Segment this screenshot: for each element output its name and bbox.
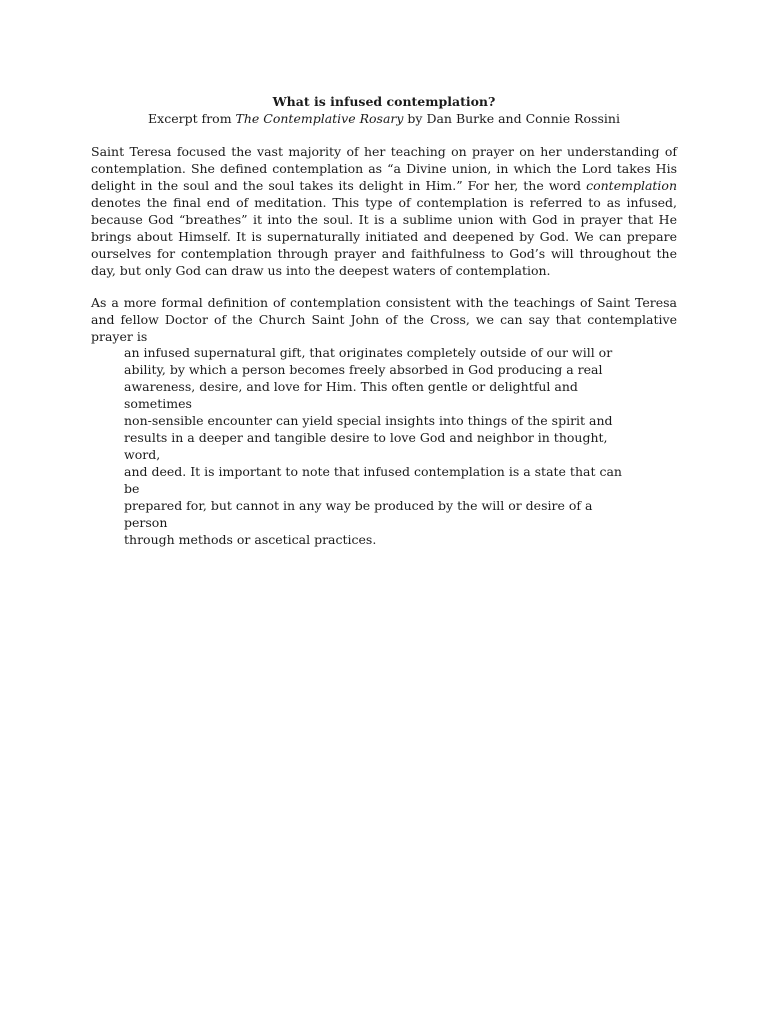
subtitle-prefix: Excerpt from bbox=[148, 111, 236, 126]
paragraph-1-part-1: Saint Teresa focused the vast majority of her teaching on prayer on her understanding of contemplation. She defined contemplation as “a Divine union, in which the Lord takes His delight in the soul and the soul takes its delight in Him.” For her, the word bbox=[91, 144, 677, 193]
paragraph-2: As a more formal definition of contemplation consistent with the teachings of Saint Teresa and fellow Doctor of the Church Saint John of the Cross, we can say that contemplative prayer is bbox=[91, 295, 677, 344]
quote-line: ability, by which a person becomes freely absorbed in God producing a real bbox=[124, 362, 603, 377]
quote-line: and deed. It is important to note that infused contemplation is a state that can be bbox=[124, 464, 622, 496]
quote-line: an infused supernatural gift, that originates completely outside of our will or bbox=[124, 345, 613, 360]
quote-line: through methods or ascetical practices. bbox=[124, 532, 377, 547]
quote-line: results in a deeper and tangible desire to love God and neighbor in thought, word, bbox=[124, 430, 608, 462]
block-quote bbox=[124, 344, 624, 548]
subtitle-suffix: by Dan Burke and Connie Rossini bbox=[403, 111, 620, 126]
document-subtitle bbox=[0, 110, 768, 127]
paragraph-1-part-2: denotes the final end of meditation. This type of contemplation is referred to as infused, because God “breathes” it into the soul. It is a sublime union with God in prayer that He brings about Himself. It is supernaturally initiated and deepened by God. We can prepare ourselves for contemplation through prayer and faithfulness to God’s will throughout the day, but only God can draw us into the deepest waters of contemplation. bbox=[91, 195, 677, 278]
book-title: The Contemplative Rosary bbox=[235, 111, 404, 126]
paragraph-1 bbox=[91, 143, 677, 279]
quote-line: prepared for, but cannot in any way be produced by the will or desire of a person bbox=[124, 498, 593, 530]
document-title: What is infused contemplation? bbox=[272, 94, 496, 109]
quote-line: non-sensible encounter can yield special insights into things of the spirit and bbox=[124, 413, 613, 428]
quote-line: awareness, desire, and love for Him. This often gentle or delightful and sometimes bbox=[124, 379, 578, 411]
paragraph-1-emphasis: contemplation bbox=[586, 178, 677, 193]
